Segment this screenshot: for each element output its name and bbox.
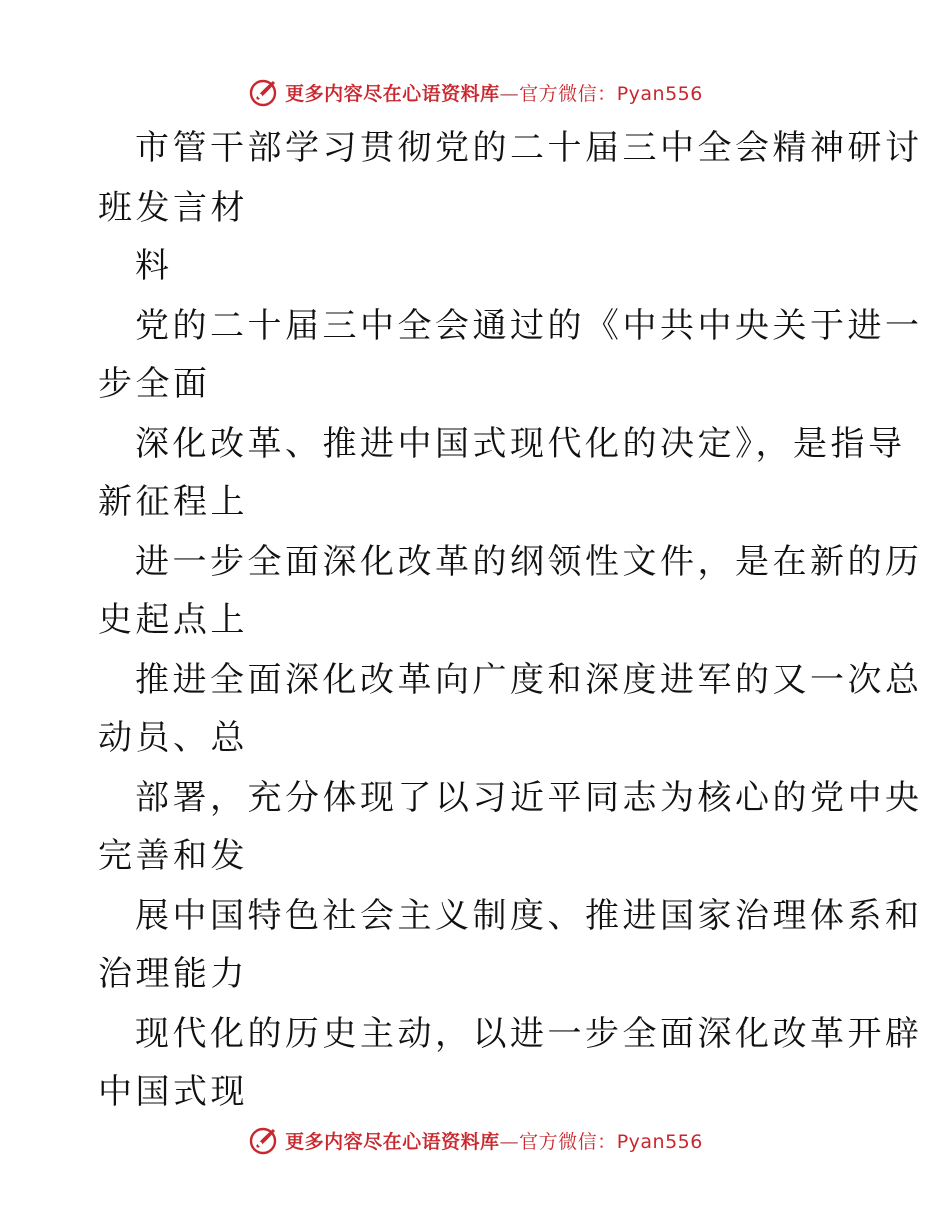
paragraph-line: 进一步全面深化改革的纲领性文件，是在新的历 [135,542,923,582]
paragraph-line: 史起点上 [98,600,248,640]
brush-pen-logo-icon [247,1124,279,1156]
watermark-wechat-label: 官方微信： [519,82,617,105]
paragraph-line: 深化改革、推进中国式现代化的决定》，是指导 [135,424,906,464]
brush-pen-logo-icon [247,76,279,108]
paragraph-line: 动员、总 [98,718,248,758]
paragraph-line: 党的二十届三中全会通过的《中共中央关于进一 [135,306,923,346]
paragraph-line: 现代化的历史主动，以进一步全面深化改革开辟 [135,1014,923,1054]
watermark-main: 更多内容尽在心语资料库 [285,1130,500,1153]
paragraph-line: 新征程上 [98,482,248,522]
watermark-separator: — [499,1130,520,1153]
paragraph-line: 部署，充分体现了以习近平同志为核心的党中央 [135,778,923,818]
paragraph-line: 展中国特色社会主义制度、推进国家治理体系和 [135,896,923,936]
watermark-wechat-id: Pyan556 [616,82,703,105]
watermark-separator: — [499,82,520,105]
watermark-wechat-label: 官方微信： [519,1130,617,1153]
paragraph-line: 市管干部学习贯彻党的二十届三中全会精神研讨 [135,128,923,168]
footer-watermark [0,1120,950,1160]
header-watermark [0,72,950,112]
watermark-text [285,1127,703,1154]
paragraph-line: 班发言材 [98,188,248,228]
paragraph-line: 中国式现 [98,1072,248,1112]
watermark-main: 更多内容尽在心语资料库 [285,82,500,105]
paragraph-line: 完善和发 [98,836,248,876]
watermark-wechat-id: Pyan556 [616,1130,703,1153]
paragraph-line: 步全面 [98,364,211,404]
paragraph-line: 治理能力 [98,954,248,994]
paragraph-line: 推进全面深化改革向广度和深度进军的又一次总 [135,660,923,700]
paragraph-line: 料 [135,246,173,286]
watermark-text [285,79,703,106]
